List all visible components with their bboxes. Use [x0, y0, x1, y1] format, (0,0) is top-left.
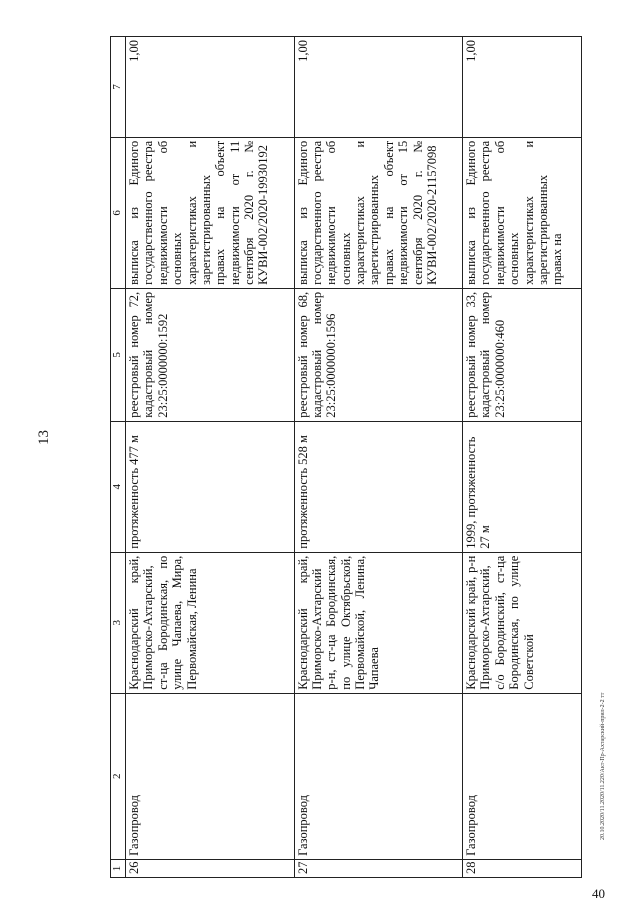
object-name: Газопровод [126, 693, 295, 859]
table-row [294, 37, 463, 878]
column-header: 2 [111, 693, 126, 859]
column-header: 7 [111, 37, 126, 138]
page-number-top: 13 [36, 430, 52, 445]
registration-document: выписка из Единого государственного реестра недвижимости об основных характеристиках и зарегистрированных правах на [463, 137, 582, 288]
column-header: 4 [111, 421, 126, 552]
row-number: 27 [294, 859, 463, 877]
object-characteristics: протяженность 477 м [126, 421, 295, 552]
row-number: 26 [126, 859, 295, 877]
column-header: 3 [111, 552, 126, 693]
property-table [110, 36, 582, 878]
object-address: Краснодарский край, Приморско-Ахтарский, ст-ца Бородинская, по улице Чапаева, Мира, Первомайская, Ленина [126, 552, 295, 693]
registration-document: выписка из Единого государственного реестра недвижимости об основных характеристиках и зарегистрированных правах на объект недвижимости от 11 сентября 2020 г. № КУВИ-002/2020-19930192 [126, 137, 295, 288]
registry-number: реестровый номер 72, кадастровый номер 23:25:0000000:1592 [126, 288, 295, 421]
object-value: 1,00 [294, 37, 463, 138]
object-address: Краснодарский край, р-н Приморско-Ахтарский, с/о Бородинский, ст-ца Бородинская, по улице Советской [463, 552, 582, 693]
row-number: 28 [463, 859, 582, 877]
object-name: Газопровод [463, 693, 582, 859]
object-address: Краснодарский край, Приморско-Ахтарский р-н, ст-ца Бородинская, по улице Октябрьской, Первомайской, Ленина, Чапаева [294, 552, 463, 693]
table-row [126, 37, 295, 878]
object-name: Газопровод [294, 693, 463, 859]
registry-number: реестровый номер 68, кадастровый номер 23:25:0000000:1596 [294, 288, 463, 421]
object-value: 1,00 [463, 37, 582, 138]
column-header: 5 [111, 288, 126, 421]
rotated-table-wrapper [110, 36, 582, 878]
object-characteristics: 1999, протяженность 27 м [463, 421, 582, 552]
header-row [111, 37, 126, 878]
page-number-bottom: 40 [592, 886, 605, 901]
object-characteristics: протяженность 528 м [294, 421, 463, 552]
registration-document: выписка из Единого государственного реестра недвижимости об основных характеристиках и зарегистрированных правах на объект недвижимости от 15 сентября 2020 г. № КУВИ-002/2020-21157098 [294, 137, 463, 288]
column-header: 6 [111, 137, 126, 288]
column-header: 1 [111, 859, 126, 877]
object-value: 1,00 [126, 37, 295, 138]
side-stamp: 20.10.2020/11.2020/11.220/Акт-Пр-Ахтарский-прил-2-2 тт [600, 692, 606, 840]
registry-number: реестровый номер 33, кадастровый номер 23:25:0000000:460 [463, 288, 582, 421]
table-row [463, 37, 582, 878]
